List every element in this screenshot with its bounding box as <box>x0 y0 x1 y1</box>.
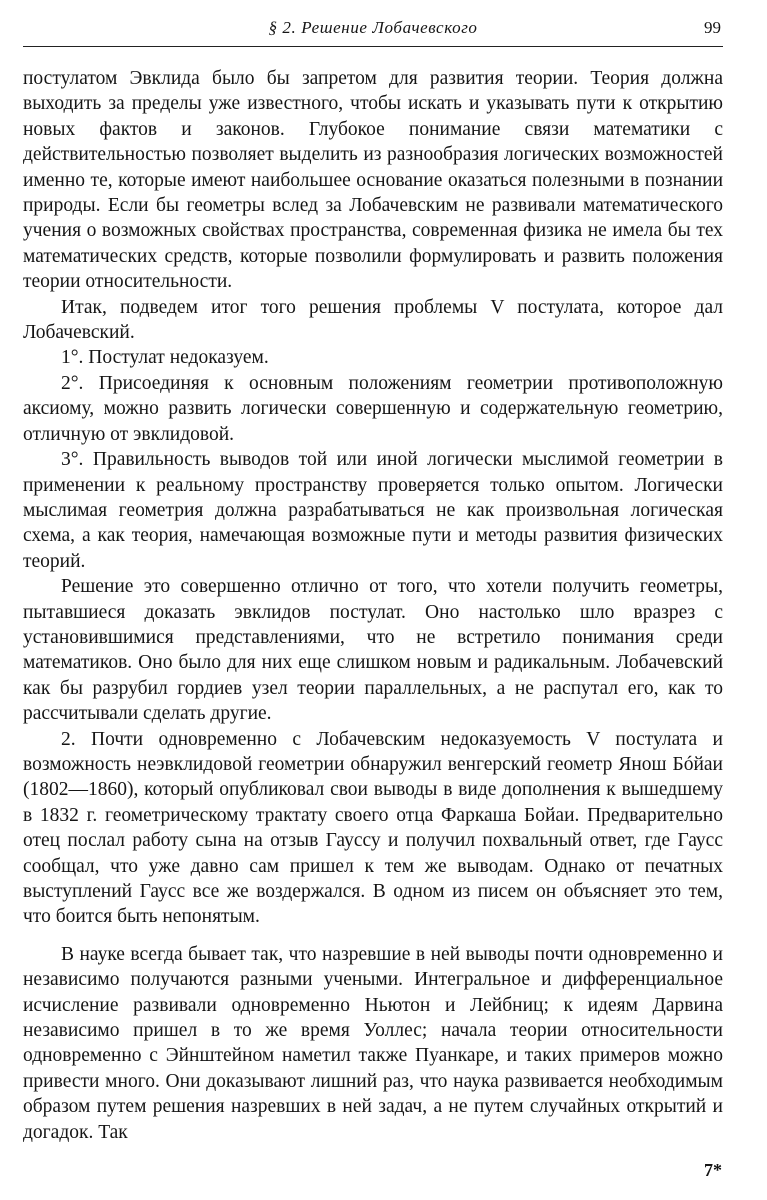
paragraph-solution: Решение это совершенно отлично от того, что хотели получить геометры, пытавшиеся доказать эвклидов постулат. Оно настолько шло вразрез с установившимися представлениями, что не встретило понимания среди математиков. Оно было для них еще слишком новым и радикальным. Лобачевский как бы разрубил гордиев узел теории параллельных, а не распутал его, как то рассчитывали сделать другие. <box>23 576 723 725</box>
list-item-2: 2°. Присоединяя к основным положениям геометрии противоположную аксиому, можно развить логически совершенную и содержательную геометрию, отличную от эвклидовой. <box>23 372 723 445</box>
text-body <box>23 66 723 1145</box>
paragraph-continued: постулатом Эвклида было бы запретом для развития теории. Теория должна выходить за пределы уже известного, чтобы искать и указывать пути к открытию новых фактов и законов. Глубокое понимание связи математики с действительностью позволяет выделить из разнообразия логических возможностей именно те, которые имеют наибольшее основание оказаться полезными в познании природы. Если бы геометры вслед за Лобачевским не развивали математического учения о возможных свойствах пространства, современная физика не имела бы тех математических средств, которые позволили формулировать и развить положения теории относительности. <box>23 68 723 293</box>
paragraph-science: В науке всегда бывает так, что назревшие в ней выводы почти одновременно и независимо получаются разными учеными. Интегральное и дифференциальное исчисление развивали одновременно Ньютон и Лейбниц; к идеям Дарвина независимо пришел в то же время Уоллес; начала теории относительности одновременно с Эйнштейном наметил также Пуанкаре, и таких примеров можно привести много. Они доказывают лишний раз, что наука развивается необходимым образом путем решения назревших в ней задач, а не путем случайных открытий и догадок. Так <box>23 943 723 1143</box>
paragraph-bolyai: 2. Почти одновременно с Лобачевским недоказуемость V постулата и возможность неэвклидовой геометрии обнаружил венгерский геометр Янош Бóйаи (1802—1860), который опубликовал свои выводы в виде дополнения к вышедшему в 1832 г. геометрическому трактату своего отца Фаркаша Бойаи. Предварительно отец послал работу сына на отзыв Гауссу и получил похвальный ответ, где Гаусс сообщал, что уже давно сам пришел к тем же выводам. Однако от печатных выступлений Гаусс все же воздержался. В одном из писем он объясняет это тем, что боится быть непонятым. <box>23 728 723 928</box>
page-number: 99 <box>704 18 721 37</box>
list-item-1: 1°. Постулат недоказуем. <box>61 347 269 369</box>
signature-mark: 7* <box>704 1160 722 1180</box>
paragraph-summary-intro: Итак, подведем итог того решения проблемы V постулата, которое дал Лобачевский. <box>23 296 723 344</box>
running-head <box>23 14 723 47</box>
running-head-title: § 2. Решение Лобачевского <box>268 18 478 37</box>
list-item-3: 3°. Правильность выводов той или иной логически мыслимой геометрии в применении к реальному пространству проверяется только опытом. Логически мыслимая геометрия должна разрабатываться не как произвольная логическая схема, а как теория, намечающая возможные пути и методы развития физических теорий. <box>23 449 723 572</box>
